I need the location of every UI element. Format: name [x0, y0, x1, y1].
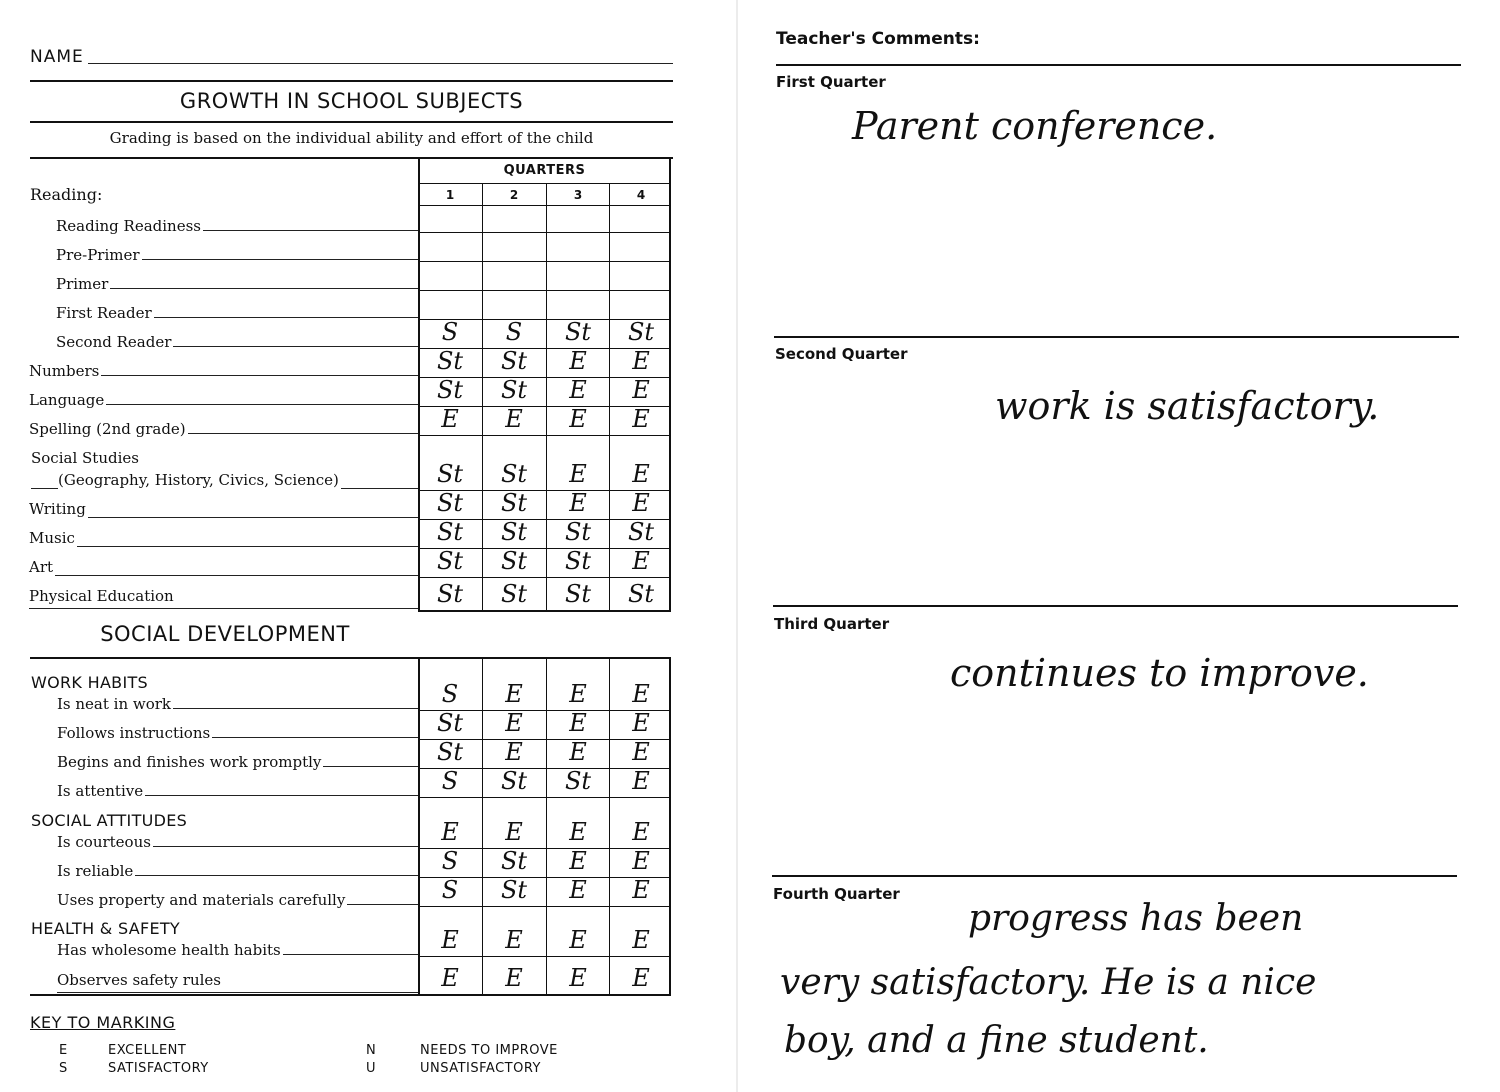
rule — [772, 875, 1457, 877]
key-text-satisfactory: SATISFACTORY — [108, 1061, 209, 1076]
row-label: Social Studies — [31, 449, 139, 467]
grade-mark: E — [505, 680, 523, 708]
row-label: Begins and finishes work promptly — [57, 753, 322, 771]
row-label: First Reader — [56, 304, 152, 322]
grade-mark: St — [564, 518, 592, 546]
grade-mark: E — [569, 460, 587, 488]
grade-mark: E — [569, 964, 587, 992]
rule — [773, 605, 1458, 607]
fourth-quarter-comment-line: progress has been — [968, 898, 1304, 939]
key-title: KEY TO MARKING — [30, 1013, 176, 1032]
grade-mark: E — [632, 489, 650, 517]
third-quarter-heading: Third Quarter — [774, 615, 890, 633]
grade-mark: E — [569, 680, 587, 708]
grade-mark: E — [632, 680, 650, 708]
section-title-school-subjects: GROWTH IN SCHOOL SUBJECTS — [179, 89, 524, 113]
key-text-needs-improve: NEEDS TO IMPROVE — [420, 1043, 558, 1058]
grade-mark: E — [505, 709, 523, 737]
grade-mark: E — [441, 405, 459, 433]
grade-mark: E — [632, 405, 650, 433]
row-label: Is attentive — [57, 782, 144, 800]
grade-mark: St — [564, 318, 592, 346]
section-title-social-development: SOCIAL DEVELOPMENT — [100, 622, 350, 646]
grade-mark: St — [627, 318, 655, 346]
rule — [774, 336, 1459, 338]
leader-line — [57, 992, 418, 993]
grade-mark: E — [569, 876, 587, 904]
grade-mark: E — [632, 347, 650, 375]
row-label: Primer — [56, 275, 109, 293]
grade-mark: St — [500, 347, 528, 375]
grade-mark: St — [500, 547, 528, 575]
grade-mark: E — [569, 709, 587, 737]
key-code-n: N — [366, 1043, 377, 1058]
second-quarter-comment: work is satisfactory. — [995, 384, 1380, 428]
grade-mark: S — [441, 318, 459, 346]
row-label: (Geography, History, Civics, Science) — [58, 471, 339, 489]
row-label: Is neat in work — [57, 695, 172, 713]
grade-mark: S — [441, 847, 459, 875]
rule — [30, 994, 420, 996]
row-label: Pre-Primer — [56, 246, 140, 264]
row-label: Reading Readiness — [56, 217, 201, 235]
grade-mark: E — [632, 547, 650, 575]
quarters-label: QUARTERS — [503, 163, 586, 178]
rule — [30, 80, 673, 82]
row-label: Writing — [29, 500, 86, 518]
grid-line — [418, 994, 671, 995]
grade-mark: St — [500, 489, 528, 517]
grade-mark: St — [436, 376, 464, 404]
grade-mark: E — [569, 926, 587, 954]
key-code-e: E — [59, 1043, 68, 1058]
grade-mark: St — [500, 518, 528, 546]
grade-mark: S — [505, 318, 523, 346]
third-quarter-comment: continues to improve. — [950, 651, 1369, 695]
grade-mark: E — [569, 847, 587, 875]
grade-mark: E — [632, 376, 650, 404]
name-label: NAME — [30, 47, 84, 67]
grade-mark: E — [632, 964, 650, 992]
fourth-quarter-heading: Fourth Quarter — [773, 885, 900, 903]
first-quarter-comment: Parent conference. — [852, 104, 1218, 148]
quarter-number: 3 — [573, 188, 583, 202]
row-label: Second Reader — [56, 333, 172, 351]
grade-mark: St — [500, 580, 528, 608]
reading-label: Reading: — [30, 185, 103, 204]
grading-note: Grading is based on the individual ability and effort of the child — [109, 129, 594, 147]
grid-line — [418, 610, 671, 611]
row-label: Has wholesome health habits — [57, 941, 281, 959]
grade-mark: E — [441, 926, 459, 954]
grade-mark: E — [632, 818, 650, 846]
grade-mark: E — [632, 926, 650, 954]
grade-mark: E — [505, 964, 523, 992]
quarter-number: 4 — [636, 188, 646, 202]
grid-line — [418, 956, 671, 957]
grade-mark: E — [569, 489, 587, 517]
fourth-quarter-comment-line: very satisfactory. He is a nice — [780, 962, 1317, 1003]
row-label: Uses property and materials carefully — [57, 891, 346, 909]
grade-mark: S — [441, 680, 459, 708]
grade-mark: St — [500, 847, 528, 875]
grade-mark: E — [632, 767, 650, 795]
grid-line — [418, 435, 671, 436]
key-code-s: S — [59, 1061, 68, 1076]
quarter-number: 1 — [445, 188, 455, 202]
name-line — [88, 63, 673, 64]
grade-mark: E — [505, 818, 523, 846]
rule — [776, 64, 1461, 66]
leader-line — [29, 575, 418, 576]
key-text-unsatisfactory: UNSATISFACTORY — [420, 1061, 541, 1076]
leader-line — [29, 546, 418, 547]
grid-line — [418, 232, 671, 233]
grade-mark: E — [569, 738, 587, 766]
grade-mark: E — [505, 926, 523, 954]
grid-line — [418, 290, 671, 291]
grade-mark: E — [569, 347, 587, 375]
grid-line — [418, 797, 671, 798]
grade-mark: St — [500, 767, 528, 795]
grade-mark: E — [569, 376, 587, 404]
leader-line — [29, 608, 418, 609]
group-heading: SOCIAL ATTITUDES — [31, 811, 188, 830]
grade-mark: E — [569, 405, 587, 433]
row-label: Is reliable — [57, 862, 134, 880]
quarter-number: 2 — [509, 188, 519, 202]
first-quarter-heading: First Quarter — [776, 73, 886, 91]
row-label: Observes safety rules — [57, 971, 222, 989]
grade-mark: St — [627, 580, 655, 608]
grade-mark: St — [564, 547, 592, 575]
grid-line — [418, 205, 671, 206]
grade-mark: St — [436, 547, 464, 575]
second-quarter-heading: Second Quarter — [775, 345, 908, 363]
row-label: Follows instructions — [57, 724, 211, 742]
grade-mark: E — [632, 460, 650, 488]
grade-mark: E — [505, 405, 523, 433]
grade-mark: E — [505, 738, 523, 766]
grade-mark: St — [436, 489, 464, 517]
rule — [30, 657, 420, 659]
grade-mark: E — [632, 876, 650, 904]
row-label: Spelling (2nd grade) — [29, 420, 186, 438]
key-code-u: U — [366, 1061, 377, 1076]
row-label: Is courteous — [57, 833, 151, 851]
group-heading: HEALTH & SAFETY — [31, 919, 181, 938]
grade-mark: St — [436, 709, 464, 737]
key-text-excellent: EXCELLENT — [108, 1043, 187, 1058]
row-label: Language — [29, 391, 105, 409]
grade-mark: St — [436, 738, 464, 766]
grade-mark: E — [632, 738, 650, 766]
fourth-quarter-comment-line: boy, and a fine student. — [784, 1020, 1209, 1061]
grade-mark: E — [569, 818, 587, 846]
rule — [30, 121, 673, 123]
grade-mark: S — [441, 767, 459, 795]
page-fold — [736, 0, 738, 1092]
grid-line — [418, 577, 671, 578]
grade-mark: St — [564, 580, 592, 608]
grid-line — [418, 183, 671, 184]
row-label: Music — [29, 529, 75, 547]
row-label: Numbers — [29, 362, 100, 380]
grade-mark: St — [436, 580, 464, 608]
grade-mark: E — [441, 818, 459, 846]
grade-mark: St — [627, 518, 655, 546]
group-heading: WORK HABITS — [31, 673, 149, 692]
grade-mark: E — [632, 847, 650, 875]
grid-line — [418, 906, 671, 907]
grade-mark: St — [500, 376, 528, 404]
grade-mark: St — [436, 347, 464, 375]
grade-mark: S — [441, 876, 459, 904]
grade-mark: St — [500, 460, 528, 488]
grade-mark: St — [564, 767, 592, 795]
grade-mark: St — [500, 876, 528, 904]
grade-mark: St — [436, 460, 464, 488]
grade-mark: E — [632, 709, 650, 737]
grade-mark: St — [436, 518, 464, 546]
grid-line — [418, 261, 671, 262]
row-label: Art — [29, 558, 54, 576]
comments-title: Teacher's Comments: — [776, 29, 980, 49]
row-label: Physical Education — [29, 587, 174, 605]
grade-mark: E — [441, 964, 459, 992]
